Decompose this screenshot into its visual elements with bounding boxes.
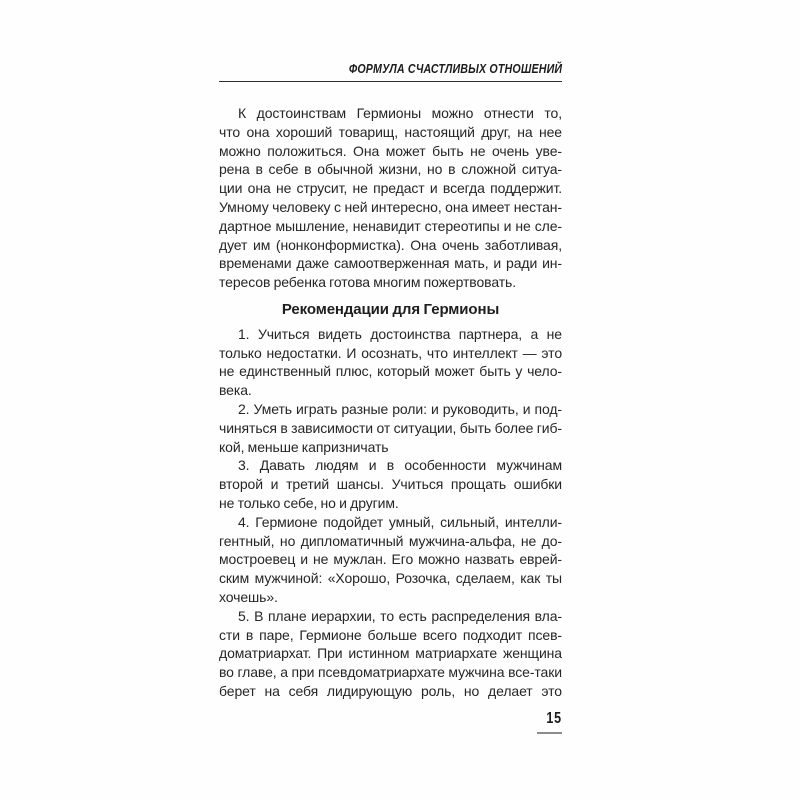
text-line: 3. Давать людям и в особенности мужчинам	[238, 457, 562, 474]
book-title: ФОРМУЛА СЧАСТЛИВЫХ ОТНОШЕНИЙ	[348, 61, 562, 76]
running-header	[219, 60, 562, 82]
text-line: ским мужчиной: «Хорошо, Розочка, сделаем, как ты	[219, 570, 562, 587]
text-line: К достоинствам Гермионы можно отнести то,	[238, 105, 562, 121]
text-line: что она хороший товарищ, настоящий друг, на нее	[219, 123, 562, 140]
section-heading: Рекомендации для Гермионы	[281, 300, 500, 318]
text-line: дартное мышление, ненавидит стереотипы и не сле-	[219, 217, 562, 234]
text-line: мостроевец и не мужлан. Его можно назвать еврей-	[219, 551, 562, 568]
page-number: 15	[546, 710, 562, 727]
text-line: 4. Гермионе подойдет умный, сильный, интелли-	[238, 513, 562, 530]
text-line: века.	[219, 382, 252, 399]
text-line: во главе, а при псевдоматриархате мужчина все-таки	[219, 664, 562, 681]
text-line: берет на себя лидирующую роль, но делает это	[219, 682, 562, 699]
text-line: гентный, но дипломатичный мужчина-альфа, не до-	[219, 532, 562, 549]
text-line: временами даже самоотверженная мать, и ради ин-	[219, 255, 562, 272]
text-line: рена в себе в обычной жизни, но в сложной ситуа-	[219, 161, 562, 178]
page-footer	[219, 710, 562, 734]
text-line: только недостатки. И осознать, что интеллект — это	[219, 344, 562, 361]
page-number-rule	[537, 732, 562, 734]
text-line: дует им (нонконформистка). Она очень заботливая,	[219, 236, 562, 253]
text-line: 1. Учиться видеть достоинства партнера, а не	[238, 325, 562, 342]
text-line: кой, меньше капризничать	[219, 438, 389, 455]
text-line: 2. Уметь играть разные роли: и руководить, и под-	[238, 400, 562, 417]
text-line: можно положиться. Она может быть не очень уве-	[219, 142, 562, 159]
text-line: второй и третий шансы. Учиться прощать ошибки	[219, 476, 562, 493]
text-line: чиняться в зависимости от ситуации, быть более гиб-	[219, 419, 562, 436]
page-body	[219, 104, 562, 701]
text-line: хочешь».	[219, 588, 278, 605]
text-line: сти в паре, Гермионе больше всего подходит псев-	[219, 626, 562, 643]
text-line: ции она не струсит, не предаст и всегда поддержит.	[219, 180, 562, 197]
text-line: тересов ребенка готова многим пожертвовать.	[219, 274, 517, 291]
text-line: не единственный плюс, который может быть у чело-	[219, 363, 562, 380]
text-line: 5. В плане иерархии, то есть распределения вла-	[238, 607, 562, 624]
text-line: не только себе, но и другим.	[219, 494, 399, 511]
text-line: доматриархат. При истинном матриархате женщина	[219, 645, 562, 662]
text-line: Умному человеку с ней интересно, она имеет нестан-	[219, 198, 562, 215]
